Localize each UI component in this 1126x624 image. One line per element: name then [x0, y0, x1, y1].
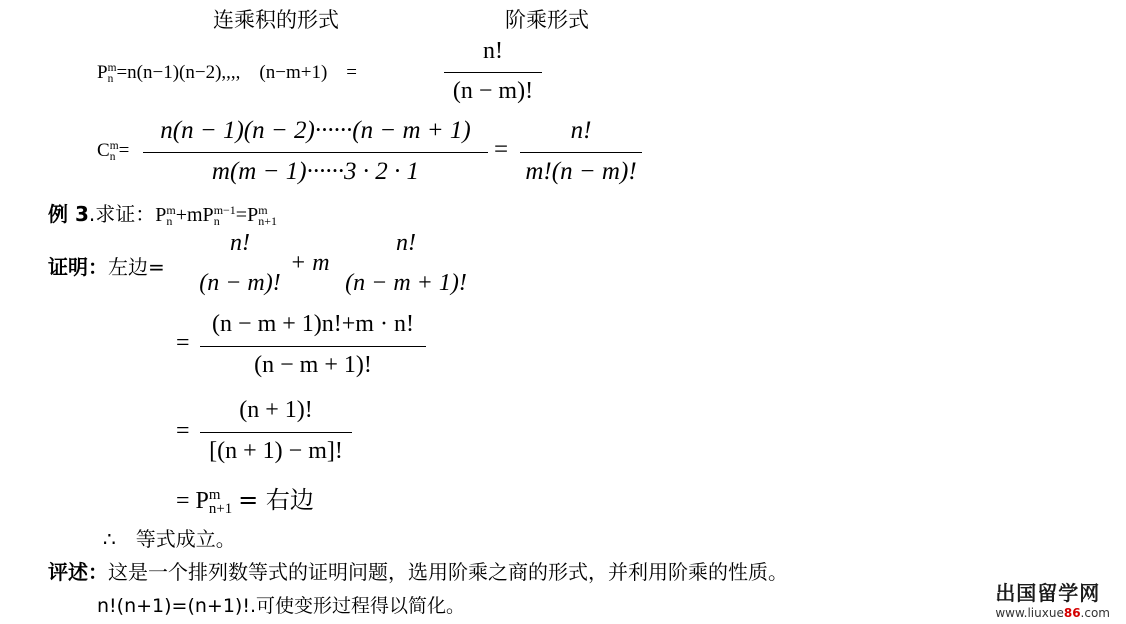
formula-p-product: =n(n−1)(n−2),,,, (n−m+1) = — [116, 62, 357, 83]
watermark-url-suffix: .com — [1080, 606, 1110, 620]
proof-step1-eq: = — [176, 330, 190, 356]
example-prefix: 求证： — [95, 202, 156, 226]
formula-c-bar-1 — [143, 152, 488, 153]
example-plus: +mP — [175, 204, 214, 226]
example-p1-sup: m — [166, 203, 176, 218]
proof-step3-eq: = P — [176, 488, 209, 514]
formula-c-sup: m — [109, 139, 119, 152]
proof-step3-line — [176, 480, 314, 517]
formula-c-lhs-eq: = — [118, 140, 130, 161]
example-p1-sub: n — [166, 214, 173, 229]
review-label: 评述： — [48, 560, 108, 584]
proof-fraction-2-denominator: (n − m + 1)! — [345, 270, 467, 296]
watermark-url — [995, 606, 1110, 620]
example-p3-indices — [258, 205, 277, 228]
formula-p-fraction-bar — [444, 72, 542, 73]
proof-step3-sup: m — [208, 487, 221, 504]
example-label: 例 3 — [48, 202, 89, 226]
example-p3-sub: n+1 — [258, 214, 277, 229]
example-eq: =P — [235, 204, 259, 226]
header-factorial-form: 阶乘形式 — [505, 8, 589, 32]
proof-therefore: ∴ 等式成立。 — [103, 527, 236, 551]
watermark-title: 出国留学网 — [995, 581, 1101, 605]
example-p1-indices — [166, 205, 175, 228]
proof-fraction-2 — [336, 230, 476, 300]
formula-c-denominator-2: m!(n − m)! — [525, 158, 637, 185]
formula-p-numerator: n! — [483, 38, 503, 64]
formula-c-indices — [110, 141, 119, 163]
formula-c-sub: n — [109, 150, 116, 163]
proof-lhs-line — [48, 251, 165, 280]
proof-step3-sub: n+1 — [208, 501, 233, 518]
formula-p-denominator: (n − m)! — [452, 78, 534, 104]
proof-fraction-1 — [190, 230, 290, 300]
proof-fraction-2-numerator: n! — [396, 230, 416, 256]
formula-c-numerator-1: n(n − 1)(n − 2)······(n − m + 1) — [160, 117, 471, 144]
formula-c-lhs — [97, 140, 129, 162]
proof-fraction-1-denominator: (n − m)! — [199, 270, 281, 296]
example-p3-sup: m — [258, 203, 268, 218]
review-line — [48, 556, 788, 585]
proof-step3-indices — [209, 488, 232, 516]
formula-c-letter: C — [97, 140, 110, 161]
proof-step2-bar — [200, 432, 352, 433]
proof-label: 证明： — [48, 255, 108, 279]
formula-p-letter: P — [97, 62, 108, 83]
example-p2-sub: n — [213, 214, 220, 229]
example-p2-sup: m−1 — [213, 203, 236, 218]
review-line-2: n!(n+1)=(n+1)!.可使变形过程得以简化。 — [97, 595, 465, 617]
formula-c-numerator-2: n! — [570, 117, 592, 144]
proof-step2-eq: = — [176, 418, 190, 444]
proof-step2-numerator: (n + 1)! — [239, 397, 313, 423]
formula-p-sup: m — [107, 61, 117, 74]
formula-c-fraction-1 — [143, 117, 488, 189]
header-product-form: 连乘积的形式 — [213, 8, 339, 32]
watermark-url-num: 86 — [1063, 606, 1081, 620]
watermark-url-prefix: www.liuxue — [995, 606, 1064, 620]
formula-c-denominator-1: m(m − 1)······3 · 2 · 1 — [211, 158, 420, 185]
proof-plus-m: + m — [290, 250, 330, 276]
formula-p-fraction — [444, 38, 542, 108]
proof-step3-rhs: = 右边 — [238, 486, 314, 514]
proof-step2-denominator: [(n + 1) − m]! — [209, 438, 343, 464]
formula-p-sub: n — [107, 72, 114, 85]
review-text: 这是一个排列数等式的证明问题，选用阶乘之商的形式，并利用阶乘的性质。 — [108, 560, 788, 584]
formula-c-eq: = — [494, 136, 509, 163]
proof-step1-bar — [200, 346, 426, 347]
proof-step1-numerator: (n − m + 1)n!+m · n! — [212, 311, 414, 337]
proof-step2-fraction — [200, 397, 352, 469]
proof-step1-fraction — [200, 311, 426, 381]
watermark-logo — [995, 577, 1110, 620]
formula-p-line — [97, 57, 357, 84]
example-p1: P — [155, 204, 167, 226]
example-p2-indices — [214, 205, 236, 228]
proof-fraction-1-numerator: n! — [230, 230, 250, 256]
formula-c-fraction-2 — [520, 117, 642, 189]
proof-step1-denominator: (n − m + 1)! — [254, 352, 372, 378]
example-line — [48, 198, 277, 228]
formula-c-bar-2 — [520, 152, 642, 153]
proof-lhs: 左边= — [108, 255, 165, 279]
example-sep: . — [88, 202, 96, 226]
